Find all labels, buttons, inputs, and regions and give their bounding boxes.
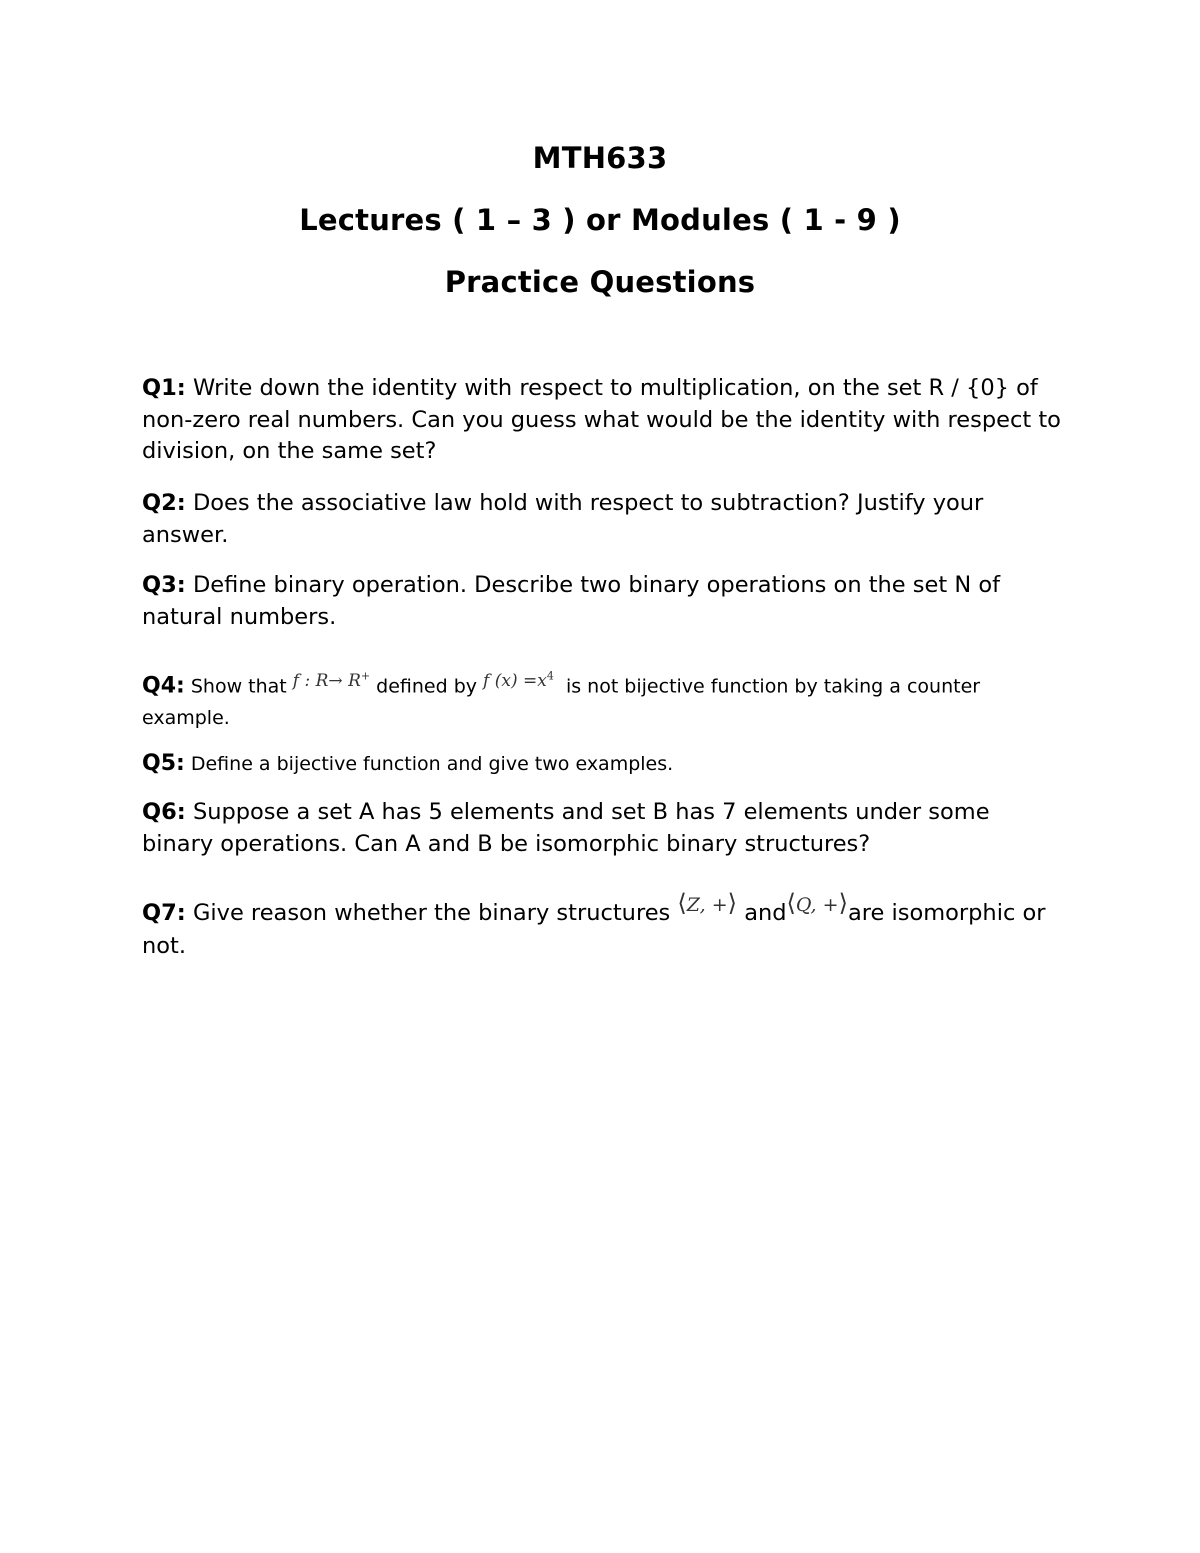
function-mapping-formula: f : R→ R+ <box>292 669 371 691</box>
question-label: Q5: <box>142 751 185 776</box>
question-text-part1: Show that <box>190 675 287 698</box>
question-label: Q3: <box>142 572 186 598</box>
question-text-part1: Give reason whether the binary structures <box>192 900 671 926</box>
question-text: Write down the identity with respect to multiplication, on the set R / {0} of non-zero real numbers. Can you guess what would be the identity with respect to division, on the same set? <box>142 375 1061 464</box>
question-text-part3: are isomorphic or not. <box>142 900 1046 959</box>
question-6 <box>142 797 1062 860</box>
scope-heading: Lectures ( 1 – 3 ) or Modules ( 1 - 9 ) <box>299 203 901 237</box>
question-label: Q1: <box>142 375 186 401</box>
question-text-part3: is not bijective function by taking a counter example. <box>142 675 981 729</box>
question-5 <box>142 749 1062 779</box>
question-7 <box>142 889 1062 962</box>
question-text: Suppose a set A has 5 elements and set B has 7 elements under some binary operations. Can A and B be isomorphic binary structures? <box>142 799 990 857</box>
question-text-part2: defined by <box>376 675 477 698</box>
binary-structure-integers: ⟨Z, +⟩ <box>677 889 738 917</box>
question-3 <box>142 570 1062 633</box>
function-definition-formula: f $(x) =x^4$ <box>483 669 554 691</box>
question-2 <box>142 488 1062 551</box>
course-code: MTH633 <box>532 141 668 175</box>
question-text-part2: and <box>744 900 787 926</box>
question-1 <box>142 373 1062 468</box>
question-text: Does the associative law hold with respect to subtraction? Justify your answer. <box>142 490 984 548</box>
question-text: Define a bijective function and give two examples. <box>190 753 674 775</box>
question-label: Q2: <box>142 490 186 516</box>
question-label: Q4: <box>142 673 185 699</box>
document-title: Practice Questions <box>444 265 756 299</box>
binary-structure-rationals: ⟨Q, +⟩ <box>786 889 848 917</box>
question-label: Q7: <box>142 900 186 926</box>
question-label: Q6: <box>142 799 186 825</box>
question-text: Define binary operation. Describe two binary operations on the set N of natural numbers. <box>142 572 1001 630</box>
question-4 <box>142 668 1062 733</box>
